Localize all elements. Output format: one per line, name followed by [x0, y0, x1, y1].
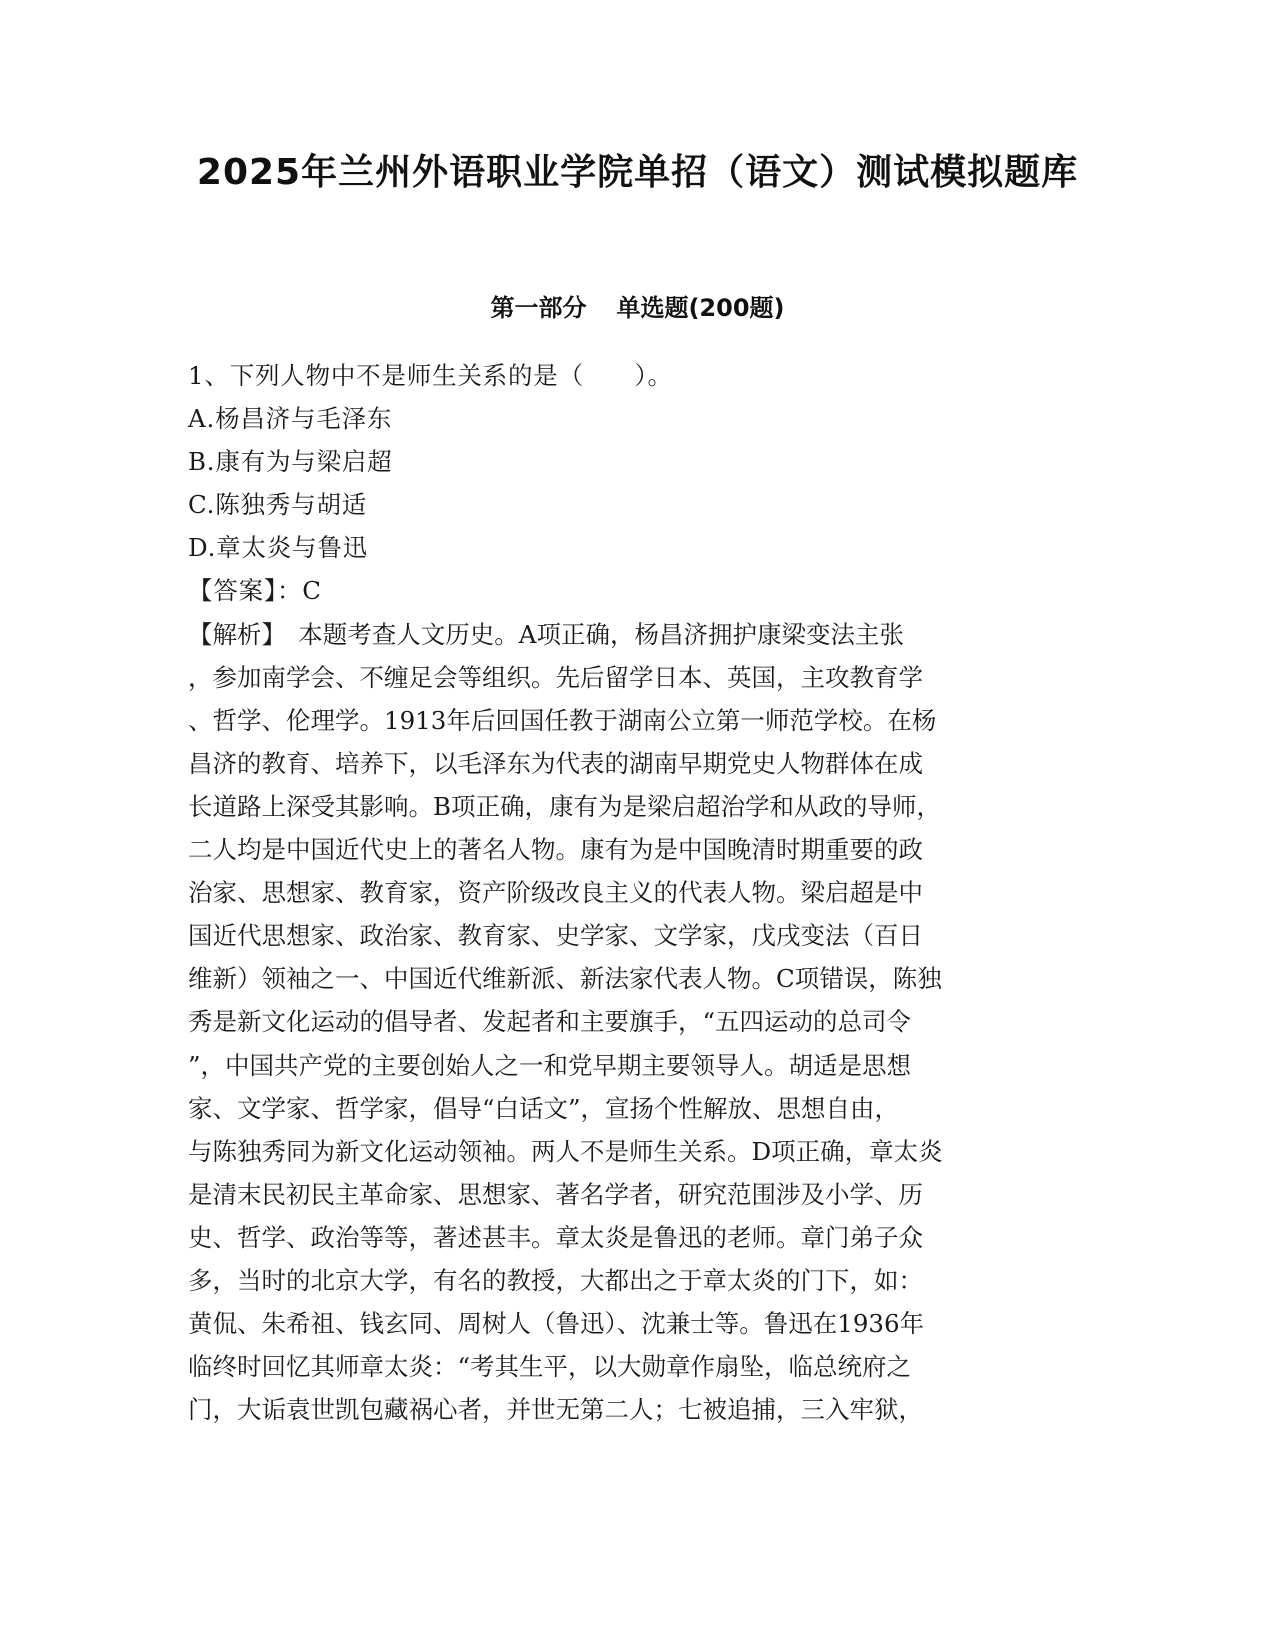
analysis-line: 治家、思想家、教育家，资产阶级改良主义的代表人物。梁启超是中 — [188, 878, 923, 908]
question-stem: 1、下列人物中不是师生关系的是（ ）。 — [188, 361, 673, 390]
analysis-line: 是清末民初民主革命家、思想家、著名学者，研究范围涉及小学、历 — [188, 1179, 923, 1209]
analysis-line: 国近代思想家、政治家、教育家、史学家、文学家，戊戌变法（百日 — [188, 921, 923, 951]
analysis-line: 维新）领袖之一、中国近代维新派、新法家代表人物。C项错误，陈独 — [188, 964, 942, 994]
option-b: B.康有为与梁启超 — [188, 447, 393, 477]
option-d: D.章太炎与鲁迅 — [188, 533, 368, 563]
answer-line: 【答案】：C — [188, 576, 322, 606]
question-block — [188, 354, 1088, 1431]
option-c: C.陈独秀与胡适 — [188, 490, 368, 520]
analysis-line: 史、哲学、政治等等，著述甚丰。章太炎是鲁迅的老师。章门弟子众 — [188, 1222, 923, 1252]
analysis-line: 临终时回忆其师章太炎：“考其生平，以大勋章作扇坠，临总统府之 — [188, 1352, 912, 1382]
analysis-line: ，参加南学会、不缠足会等组织。先后留学日本、英国，主攻教育学 — [188, 662, 923, 692]
analysis-line: 多，当时的北京大学，有名的教授，大都出之于章太炎的门下，如： — [188, 1265, 923, 1295]
analysis-line: 【解析】 本题考查人文历史。A项正确，杨昌济拥护康梁变法主张 — [188, 619, 904, 649]
analysis-line: 与陈独秀同为新文化运动领袖。两人不是师生关系。D项正确，章太炎 — [188, 1136, 943, 1166]
section-part: 第一部分 — [490, 294, 587, 322]
analysis-paragraph — [188, 613, 1088, 1432]
analysis-line: 家、文学家、哲学家，倡导“白话文”，宣扬个性解放、思想自由， — [188, 1093, 900, 1123]
analysis-line: ”，中国共产党的主要创始人之一和党早期主要领导人。胡适是思想 — [188, 1050, 912, 1080]
analysis-line: 门，大诟袁世凯包藏祸心者，并世无第二人；七被追捕，三入牢狱， — [188, 1395, 923, 1425]
option-a: A.杨昌济与毛泽东 — [188, 404, 393, 434]
analysis-line: 秀是新文化运动的倡导者、发起者和主要旗手，“五四运动的总司令 — [188, 1007, 912, 1037]
analysis-line: 、哲学、伦理学。1913年后回国任教于湖南公立第一师范学校。在杨 — [188, 705, 937, 735]
section-heading — [0, 290, 1275, 326]
analysis-line: 二人均是中国近代史上的著名人物。康有为是中国晚清时期重要的政 — [188, 835, 923, 865]
document-title: 2025年兰州外语职业学院单招（语文）测试模拟题库 — [196, 152, 1079, 193]
analysis-line: 长道路上深受其影响。B项正确，康有为是梁启超治学和从政的导师， — [188, 791, 942, 821]
analysis-line: 黄侃、朱希祖、钱玄同、周树人（鲁迅）、沈兼士等。鲁迅在1936年 — [188, 1309, 925, 1339]
analysis-line: 昌济的教育、培养下，以毛泽东为代表的湖南早期党史人物群体在成 — [188, 748, 923, 778]
section-name: 单选题(200题) — [616, 294, 785, 322]
